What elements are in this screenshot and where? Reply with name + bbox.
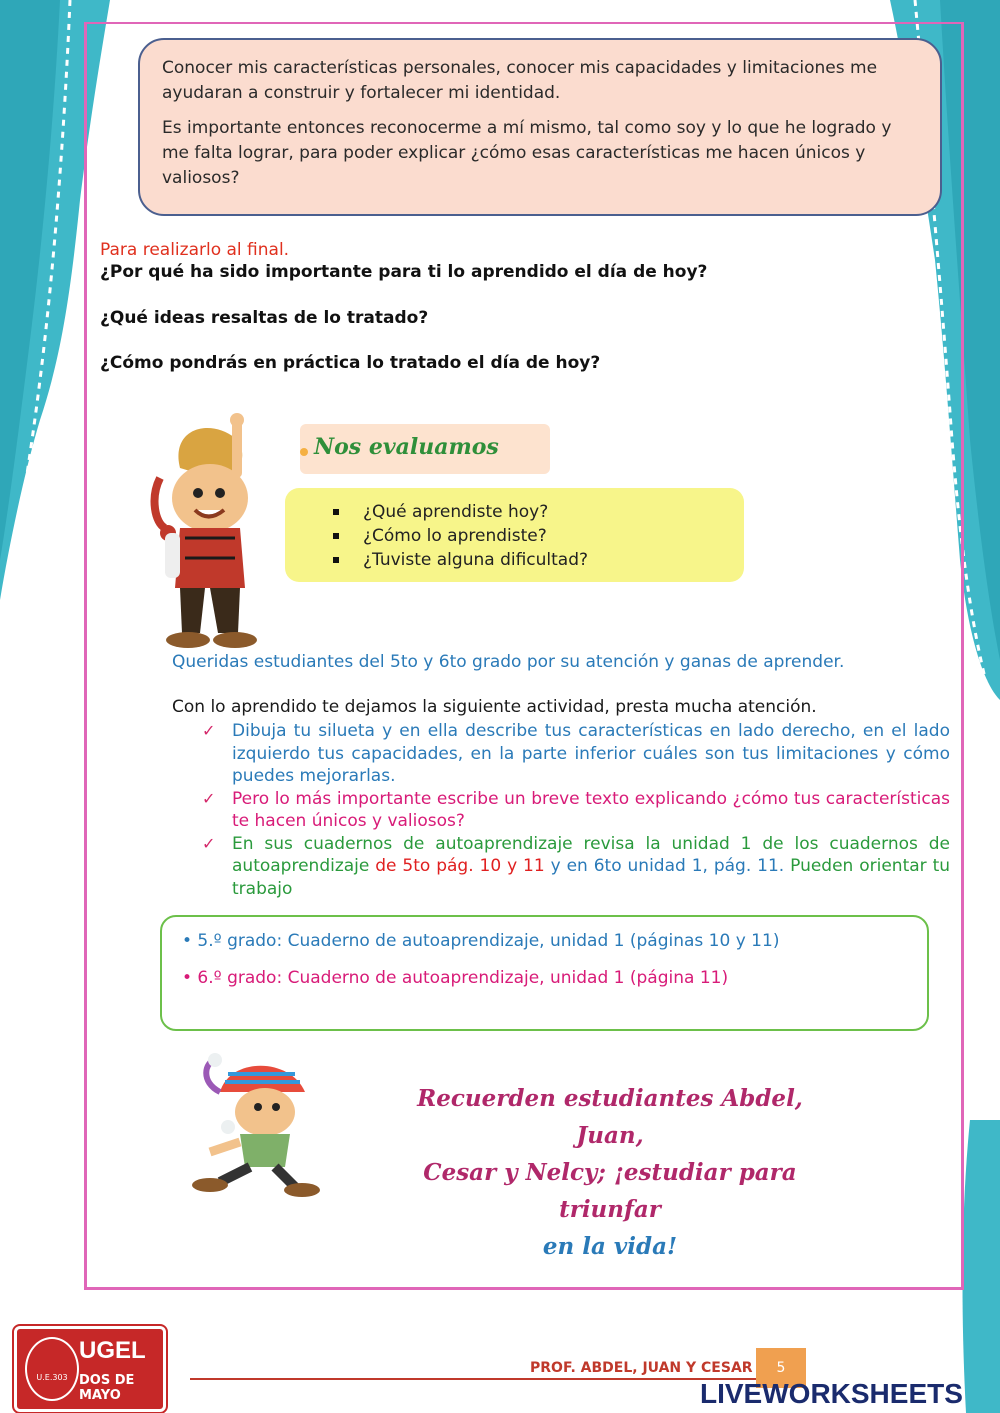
bullet-dot-icon — [300, 448, 308, 456]
activity-item-3-text-b: de 5to pág. 10 y 11 — [369, 856, 545, 876]
activity-item-3 — [200, 833, 950, 901]
activity-item-3-text-d: Pueden orientar tu trabajo — [232, 856, 951, 899]
check-icon: ✓ — [202, 833, 216, 853]
page-number: 5 — [776, 1360, 786, 1376]
activity-item-2 — [200, 788, 950, 833]
evaluation-item: ¿Qué aprendiste hoy? — [333, 500, 588, 524]
check-icon: ✓ — [202, 788, 216, 808]
thanks-text: Queridas estudiantes del 5to y 6to grado por su atención y ganas de aprender. — [172, 652, 845, 672]
final-note: Para realizarlo al final. — [100, 240, 290, 260]
evaluation-questions-box — [285, 488, 744, 582]
reflection-question-3: ¿Cómo pondrás en práctica lo tratado el día de hoy? — [100, 353, 601, 373]
liveworksheets-brand: LIVEWORKSHEETS — [700, 1378, 963, 1409]
closing-line-3: en la vida! — [542, 1233, 678, 1260]
activity-item-3-text-a: En sus cuadernos de autoaprendizaje revisa la unidad 1 de los cuadernos de autoaprendizaje — [232, 833, 950, 876]
activity-item-1 — [200, 720, 950, 788]
activity-item-2-text: Pero lo más importante escribe un breve texto explicando ¿cómo tus características te hacen únicos y valiosos? — [232, 788, 950, 831]
evaluation-title: Nos evaluamos — [314, 434, 499, 460]
evaluation-item: ¿Cómo lo aprendiste? — [333, 524, 588, 548]
reflection-question-1: ¿Por qué ha sido importante para ti lo aprendido el día de hoy? — [100, 262, 708, 282]
boy-pointing-illustration — [140, 408, 270, 653]
logo-main-text: UGEL — [79, 1337, 146, 1364]
activity-intro: Con lo aprendido te dejamos la siguiente actividad, presta mucha atención. — [172, 697, 817, 717]
intro-paragraph-1: Conocer mis características personales, conocer mis capacidades y limitaciones me ayudaran a construir y fortalecer mi identidad. — [162, 58, 878, 103]
closing-line-1: Recuerden estudiantes Abdel, Juan, — [417, 1085, 803, 1149]
footer-teachers: PROF. ABDEL, JUAN Y CESAR — [530, 1360, 753, 1376]
closing-message — [380, 1080, 840, 1265]
activity-item-1-text: Dibuja tu silueta y en ella describe tus características en lado derecho, en el lado izquierdo tus capacidades, en la parte inferior cuáles son tus limitaciones y cómo puedes mejorarlas. — [232, 721, 950, 786]
closing-line-2: Cesar y Nelcy; ¡estudiar para triunfar — [423, 1159, 797, 1223]
intro-callout — [138, 38, 942, 216]
logo-sub-text: DOS DE MAYO — [79, 1373, 135, 1403]
intro-paragraph-2: Es importante entonces reconocerme a mí mismo, tal como soy y lo que he logrado y me falta lograr, para poder explicar ¿cómo esas características me hacen únicos y valiosos? — [162, 118, 892, 188]
evaluation-header — [300, 424, 550, 474]
ugel-logo — [14, 1326, 166, 1412]
grades-reference-box — [160, 915, 929, 1031]
check-icon: ✓ — [202, 721, 216, 740]
seal-icon — [25, 1337, 79, 1401]
grade-5-reference: • 5.º grado: Cuaderno de autoaprendizaje, unidad 1 (páginas 10 y 11) — [182, 931, 780, 951]
seal-text: U.E.303 — [36, 1373, 68, 1382]
activity-list — [200, 720, 950, 900]
evaluation-item: ¿Tuviste alguna dificultad? — [333, 548, 588, 572]
activity-item-3-text-c: y en 6to unidad 1, pág. 11. — [544, 856, 785, 876]
running-boy-illustration — [180, 1052, 330, 1202]
reflection-question-2: ¿Qué ideas resaltas de lo tratado? — [100, 308, 429, 328]
grade-6-reference: • 6.º grado: Cuaderno de autoaprendizaje, unidad 1 (página 11) — [182, 968, 729, 988]
